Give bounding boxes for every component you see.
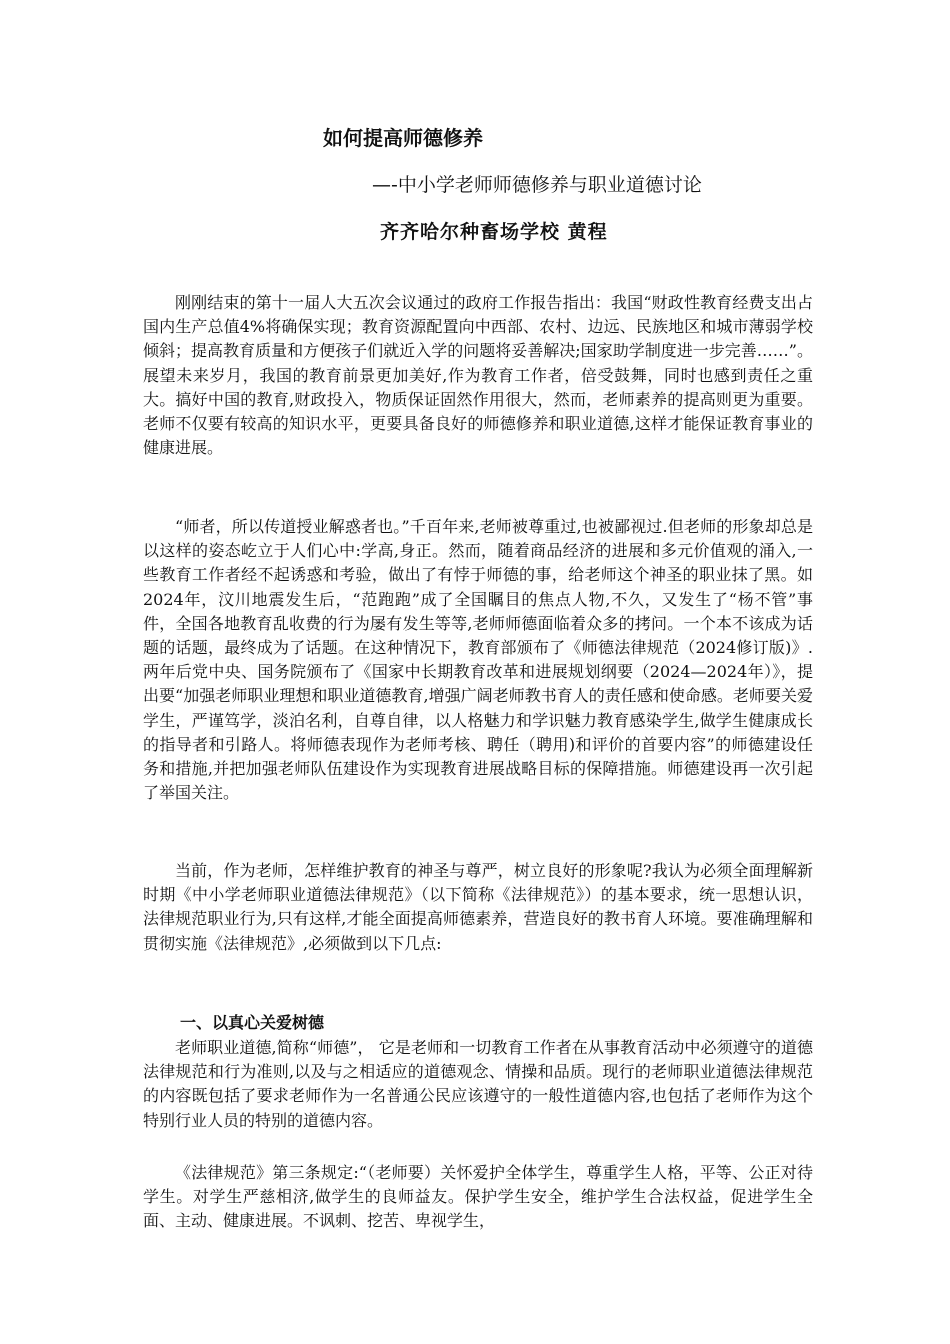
paragraph-intro: 刚刚结束的第十一届人大五次会议通过的政府工作报告指出：我国“财政性教育经费支出占国内生产总值4%将确保实现；教育资源配置向中西部、农村、边远、民族地区和城市薄弱学校倾斜；提高教育质量和方便孩子们就近入学的问题将妥善解决;国家助学制度进一步完善……”。展望未来岁月，我国的教育前景更加美好,作为教育工作者，倍受鼓舞，同时也感到责任之重大。搞好中国的教育,财政投入，物质保证固然作用很大，然而，老师素养的提高则更为重要。老师不仅要有较高的知识水平，更要具备良好的师德修养和职业道德,这样才能保证教育事业的健康进展。 (143, 293, 813, 458)
document-title: 如何提高师德修养 (323, 126, 483, 150)
document-subtitle: —-中小学老师师德修养与职业道德讨论 (372, 174, 702, 196)
paragraph-current-requirements: 当前，作为老师，怎样维护教育的神圣与尊严，树立良好的形象呢?我认为必须全面理解新时期《中小学老师职业道德法律规范》（以下简称《法律规范》）的基本要求，统一思想认识，法律规范职业行为,只有这样,才能全面提高师德素养，营造良好的教书育人环境。要准确理解和贯彻实施《法律规范》,必须做到以下几点: (143, 861, 813, 953)
paragraph-teacher-ethics-definition: 老师职业道德,简称“师德”， 它是老师和一切教育工作者在从事教育活动中必须遵守的道德法律规范和行为准则,以及与之相适应的道德观念、情操和品质。现行的老师职业道德法律规范的内容既包括了要求老师作为一名普通公民应该遵守的一般性道德内容,也包括了老师作为这个特别行业人员的特别的道德内容。 (143, 1038, 813, 1130)
paragraph-teacher-image: “师者，所以传道授业解惑者也。”千百年来,老师被尊重过,也被鄙视过.但老师的形象却总是以这样的姿态屹立于人们心中:学高,身正。然而，随着商品经济的进展和多元价值观的涌入,一些教育工作者经不起诱惑和考验，做出了有悖于师德的事，给老师这个神圣的职业抹了黑。如2024年，汶川地震发生后，“范跑跑”成了全国瞩目的焦点人物,不久，又发生了“杨不管”事件，全国各地教育乱收费的行为屡有发生等等,老师师德面临着众多的拷问。一个本不该成为话题的话题，最终成为了话题。在这种情况下，教育部颁布了《师德法律规范（2024修订版)》.两年后党中央、国务院颁布了《国家中长期教育改革和进展规划纲要（2024—2024年）》，提出要“加强老师职业理想和职业道德教育,增强广阔老师教书育人的责任感和使命感。老师要关爱学生，严谨笃学，淡泊名利，自尊自律，以人格魅力和学识魅力教育感染学生,做学生健康成长的指导者和引路人。将师德表现作为老师考核、聘任（聘用)和评价的首要内容”的师德建设任务和措施,并把加强老师队伍建设作为实现教育进展战略目标的保障措施。师德建设再一次引起了举国关注。 (143, 517, 813, 803)
section-heading-1: 一、以真心关爱树德 (180, 1013, 325, 1032)
paragraph-standard-article-3: 《法律规范》第三条规定:“（老师要）关怀爱护全体学生，尊重学生人格，平等、公正对待学生。对学生严慈相济,做学生的良师益友。保护学生安全，维护学生合法权益，促进学生全面、主动、健康进展。不讽刺、挖苦、卑视学生， (143, 1163, 813, 1231)
document-author: 齐齐哈尔种畜场学校 黄程 (380, 221, 608, 243)
